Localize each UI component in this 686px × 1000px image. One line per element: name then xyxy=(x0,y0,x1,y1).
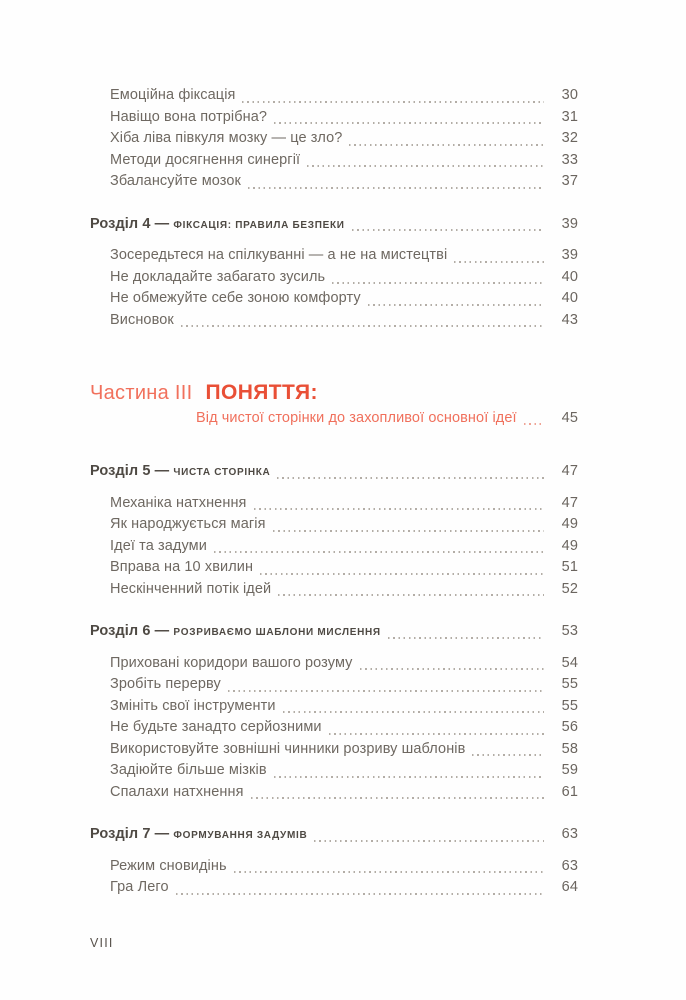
dot-leader xyxy=(368,304,544,306)
dot-leader xyxy=(454,261,544,263)
toc-entry xyxy=(90,760,578,782)
toc-entry-page: 43 xyxy=(561,311,578,328)
dot-leader xyxy=(360,668,544,670)
toc-entry-label: Навіщо вона потрібна? xyxy=(110,108,268,125)
toc-entry-page: 33 xyxy=(561,151,578,168)
toc-entry-page: 39 xyxy=(561,247,578,263)
part-subtitle: Від чистої сторінки до захопливої основної ідеї xyxy=(196,410,517,426)
dot-leader xyxy=(273,530,544,532)
dot-leader xyxy=(248,187,544,189)
toc-entry xyxy=(90,514,578,536)
toc-entry-label: Спалахи натхнення xyxy=(110,783,244,800)
toc-entry xyxy=(90,493,578,515)
toc-entry-page: 64 xyxy=(561,879,578,895)
dot-leader xyxy=(181,325,544,327)
toc-entry-page: 49 xyxy=(561,537,578,554)
folio-page-number: VIII xyxy=(90,935,114,950)
toc-entry-page: 56 xyxy=(561,719,578,735)
toc-entry-label: Змініть свої інструменти xyxy=(110,697,276,714)
toc-entry-label: Вправа на 10 хвилин xyxy=(110,559,254,575)
toc-entry xyxy=(90,739,578,761)
dot-leader xyxy=(307,165,544,167)
chapter-title: Фіксація: правила безпеки xyxy=(173,215,345,232)
chapter-title: Чиста сторінка xyxy=(173,463,271,479)
dot-leader xyxy=(314,840,544,842)
toc-entry-label: Методи досягнення синергії xyxy=(110,151,301,168)
toc-entry xyxy=(90,696,578,718)
toc-entry-page: 49 xyxy=(561,516,578,532)
toc-entry xyxy=(90,717,578,739)
toc-entry-label: Як народжується магія xyxy=(110,516,266,532)
toc-chapter-page: 53 xyxy=(561,623,578,639)
part-subtitle-row xyxy=(196,407,578,429)
chapter-number: Розділ 4 — xyxy=(90,215,174,232)
toc-entry-label: Не обмежуйте себе зоною комфорту xyxy=(110,290,361,306)
toc-entry-label: Емоційна фіксація xyxy=(110,87,236,103)
toc-chapter-heading xyxy=(90,824,578,846)
toc-chapter-label xyxy=(90,461,270,483)
dot-leader xyxy=(260,573,544,575)
toc-entry-label: Механіка натхнення xyxy=(110,494,247,511)
toc-entry xyxy=(90,267,578,289)
toc-entry-page: 47 xyxy=(561,494,578,511)
toc-entry-label: Використовуйте зовнішні чинники розриву шаблонів xyxy=(110,740,466,757)
toc-entry-page: 37 xyxy=(561,173,578,189)
toc-entry xyxy=(90,856,578,878)
toc-entry xyxy=(90,579,578,601)
toc-entry-label: Гра Лего xyxy=(110,879,169,895)
toc-entry-page: 58 xyxy=(561,740,578,757)
toc-chapter-heading xyxy=(90,621,578,643)
toc-entry-page: 59 xyxy=(561,762,578,778)
toc-entry xyxy=(90,245,578,267)
dot-leader xyxy=(332,282,544,284)
dot-leader xyxy=(214,551,544,553)
chapter-title: Формування задумів xyxy=(173,826,308,842)
toc-entry xyxy=(90,653,578,675)
dot-leader xyxy=(251,797,544,799)
toc-entry-label: Приховані коридори вашого розуму xyxy=(110,654,353,671)
dot-leader xyxy=(274,776,544,778)
toc-entry-page: 55 xyxy=(561,697,578,714)
toc-entry-label: Не докладайте забагато зусиль xyxy=(110,268,326,285)
dot-leader xyxy=(278,594,544,596)
toc-entry-page: 30 xyxy=(561,87,578,103)
toc-chapter-page: 47 xyxy=(561,463,578,479)
dot-leader xyxy=(242,101,544,103)
toc-entry-page: 32 xyxy=(561,130,578,146)
dot-leader xyxy=(176,893,544,895)
toc-entry xyxy=(90,288,578,310)
dot-leader xyxy=(329,733,544,735)
dot-leader xyxy=(349,144,544,146)
toc-chapter-label xyxy=(90,621,381,643)
toc-entry xyxy=(90,171,578,193)
dot-leader xyxy=(524,423,544,425)
chapter-title: Розриваємо шаблони мислення xyxy=(173,623,381,639)
toc-entry xyxy=(90,150,578,172)
toc-entry-label: Ідеї та задуми xyxy=(110,537,207,554)
dot-leader xyxy=(254,508,544,510)
toc-entry-label: Хіба ліва півкуля мозку — це зло? xyxy=(110,130,343,146)
dot-leader xyxy=(472,754,544,756)
toc-entry-label: Зосередьтеся на спілкуванні — а не на мистецтві xyxy=(110,247,448,263)
chapter-number: Розділ 6 — xyxy=(90,623,174,639)
toc-entry xyxy=(90,128,578,150)
part-page: 45 xyxy=(561,410,578,426)
toc-entry-page: 55 xyxy=(561,676,578,692)
toc-entry-page: 51 xyxy=(561,559,578,575)
dot-leader xyxy=(234,871,544,873)
toc-entry-page: 31 xyxy=(561,108,578,125)
toc-entry xyxy=(90,107,578,129)
toc-entry xyxy=(90,877,578,899)
dot-leader xyxy=(228,690,544,692)
toc-entry-label: Задіюйте більше мізків xyxy=(110,762,267,778)
part-number: Частина III xyxy=(90,382,193,404)
chapter-number: Розділ 7 — xyxy=(90,826,174,842)
toc-entry xyxy=(90,85,578,107)
part-title: ПОНЯТТЯ: xyxy=(205,381,318,404)
toc-entry-page: 52 xyxy=(561,580,578,597)
toc-entry xyxy=(90,674,578,696)
toc-entry-label: Збалансуйте мозок xyxy=(110,173,241,189)
toc-entry-page: 61 xyxy=(561,783,578,800)
table-of-contents xyxy=(90,85,578,950)
toc-entry-page: 63 xyxy=(561,857,578,874)
toc-chapter-heading xyxy=(90,214,578,236)
toc-entry-label: Висновок xyxy=(110,311,174,328)
part-divider xyxy=(90,380,578,429)
part-heading xyxy=(90,380,578,406)
dot-leader xyxy=(283,711,544,713)
toc-entry-label: Зробіть перерву xyxy=(110,676,221,692)
dot-leader xyxy=(277,477,544,479)
toc-chapter-page: 39 xyxy=(561,215,578,232)
toc-entry-page: 54 xyxy=(561,654,578,671)
toc-entry xyxy=(90,782,578,804)
toc-entry xyxy=(90,557,578,579)
toc-chapter-heading xyxy=(90,461,578,483)
toc-entry-page: 40 xyxy=(561,268,578,285)
dot-leader xyxy=(274,122,544,124)
toc-entry-label: Не будьте занадто серйозними xyxy=(110,719,322,735)
toc-chapter-label xyxy=(90,214,345,236)
chapter-number: Розділ 5 — xyxy=(90,463,174,479)
toc-entry-label: Режим сновидінь xyxy=(110,857,227,874)
dot-leader xyxy=(388,637,544,639)
toc-chapter-label xyxy=(90,824,307,846)
toc-entry xyxy=(90,536,578,558)
toc-entry-page: 40 xyxy=(561,290,578,306)
toc-entry xyxy=(90,310,578,332)
dot-leader xyxy=(352,229,544,231)
toc-entry-label: Нескінченний потік ідей xyxy=(110,580,272,597)
toc-chapter-page: 63 xyxy=(561,826,578,842)
